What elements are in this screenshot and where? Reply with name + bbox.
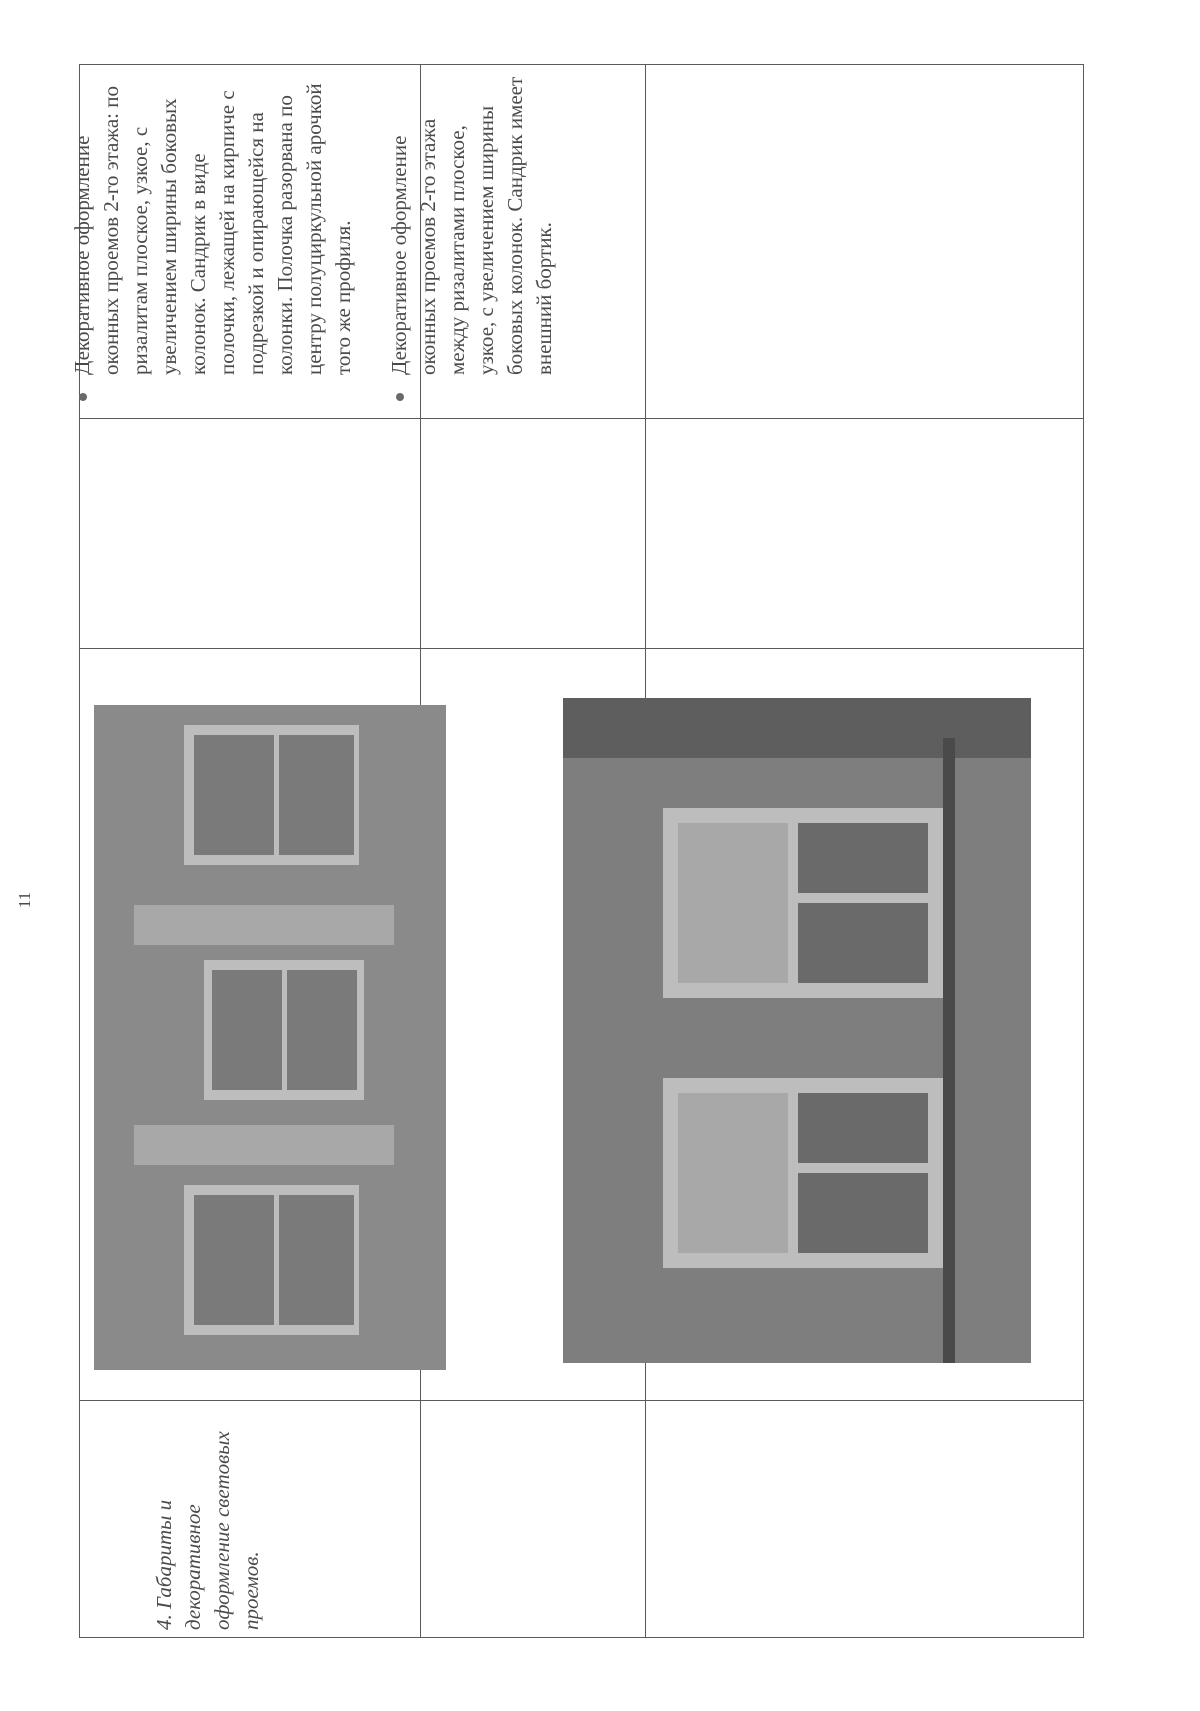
- facade-photo-between-risalits-graphic: [563, 698, 1031, 1363]
- facade-photo-risalit: [94, 705, 446, 1370]
- row-divider: [79, 1400, 1084, 1401]
- row-label: 4. Габариты и декоративное оформление световых проемов.: [152, 1431, 263, 1630]
- row-divider: [79, 418, 1084, 419]
- page-number: 11: [15, 891, 34, 909]
- description-text: Декоративное оформление оконных проемов 2-го этажа: по ризалитам плоское, узкое, с увеличением ширины боковых колонок. Сандрик в виде полочки, лежащей на кирпиче с подрезкой и опирающейся на колонки. Полочка разорвана по центру полуциркульной арочкой того же профиля.: [70, 83, 355, 375]
- bullet-icon: [79, 393, 87, 401]
- description-item: [68, 70, 358, 405]
- description-text: Декоративное оформление оконных проемов 2-го этажа между ризалитами плоское, узкое, с увеличением ширины боковых колонок. Сандрик имеет внешний бортик.: [387, 76, 556, 375]
- row-label-cell: [150, 1431, 263, 1631]
- row-divider: [79, 648, 1084, 649]
- descriptions-cell: [68, 76, 556, 406]
- descriptions-list: [68, 70, 559, 405]
- facade-photo-risalit-graphic: [94, 705, 446, 1370]
- facade-photo-between-risalits: [563, 698, 1031, 1363]
- description-item: [385, 70, 559, 405]
- bullet-icon: [396, 393, 404, 401]
